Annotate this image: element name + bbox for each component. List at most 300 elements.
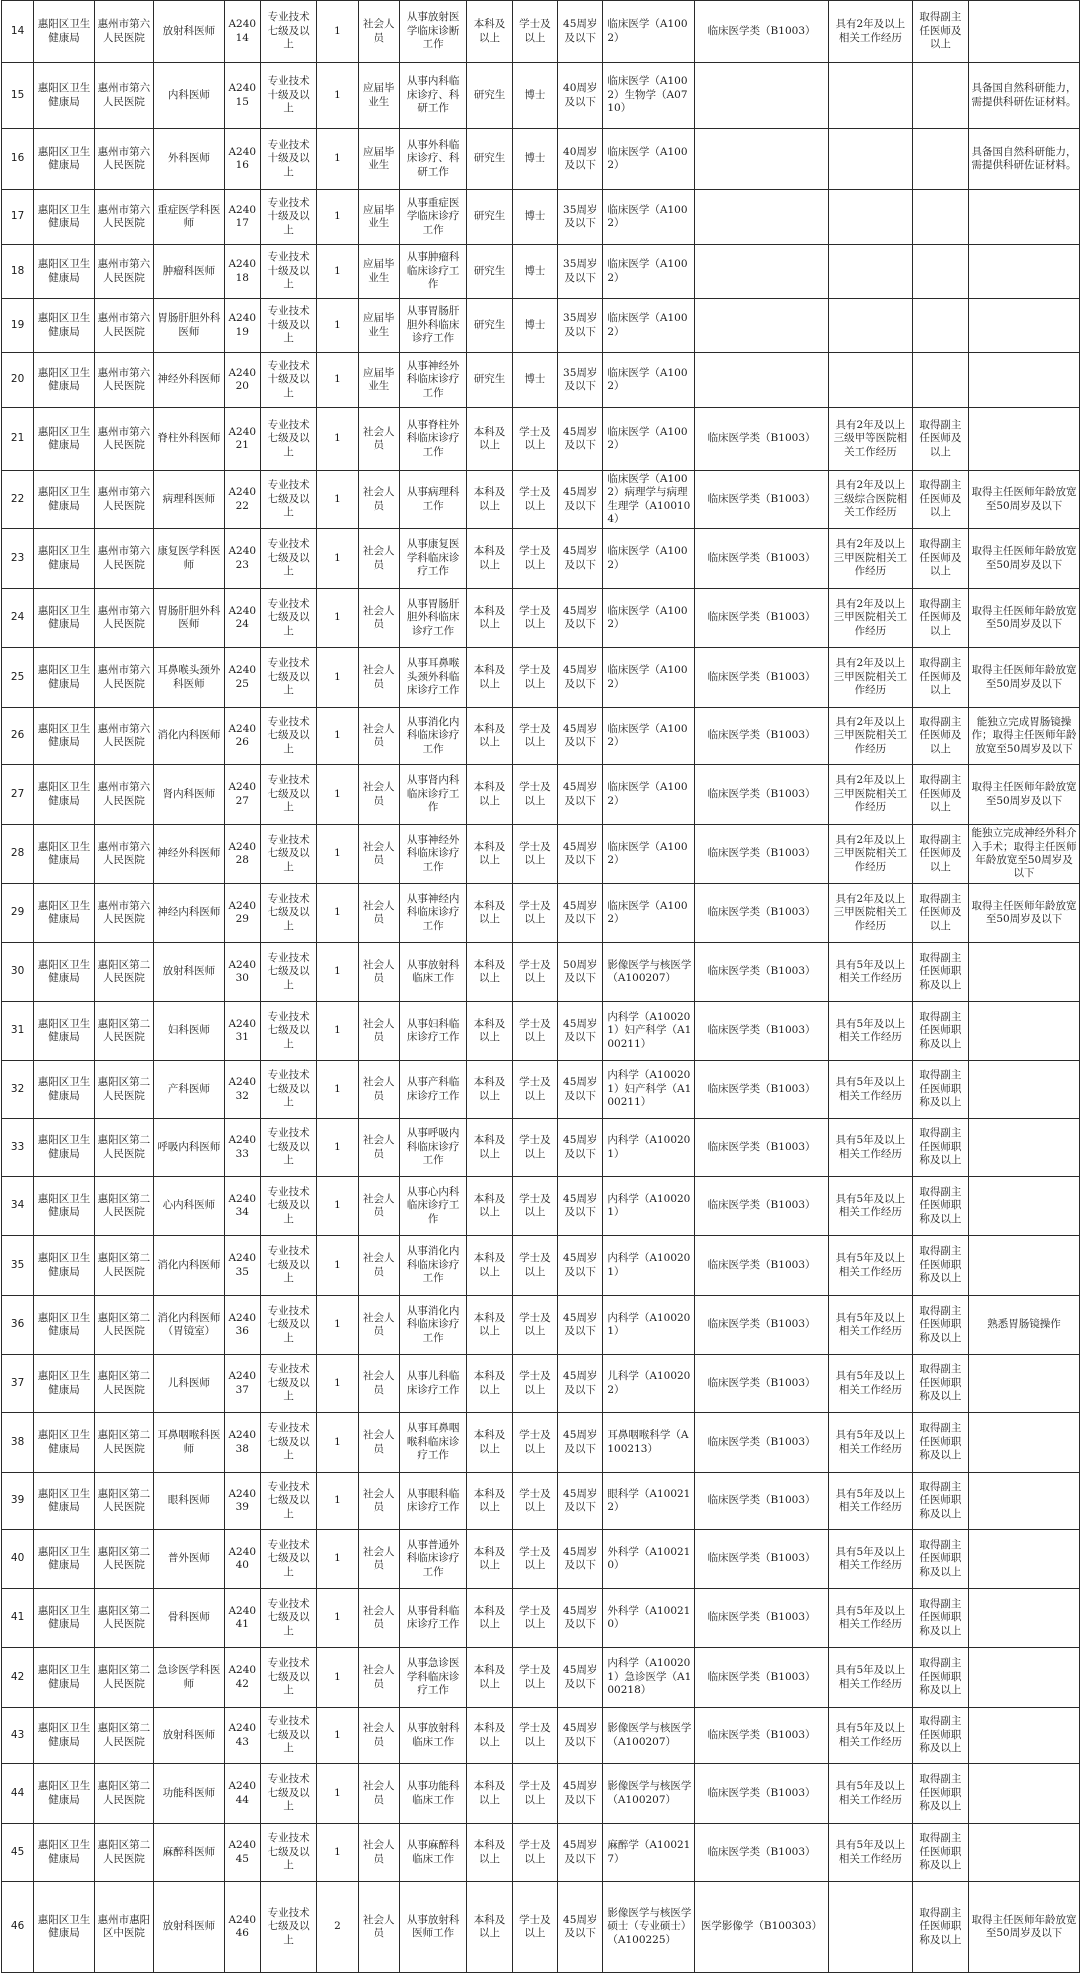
cell-major-undergraduate	[695, 299, 829, 353]
cell-age-limit: 45周岁及以下	[558, 884, 603, 943]
cell-position-code: A24041	[224, 1589, 260, 1648]
cell-age-limit: 45周岁及以下	[558, 1296, 603, 1355]
cell-candidate-type: 社会人员	[358, 1002, 399, 1061]
cell-remarks	[969, 408, 1080, 471]
cell-degree: 学士及以上	[512, 1177, 557, 1236]
cell-experience: 具有5年及以上相关工作经历	[829, 1413, 913, 1473]
cell-position-code: A24018	[224, 245, 260, 299]
cell-title-requirement: 取得副主任医师及以上	[912, 1, 968, 63]
cell-position-code: A24038	[224, 1413, 260, 1473]
cell-competent-dept: 惠阳区卫生健康局	[34, 1002, 94, 1061]
cell-position-code: A24016	[224, 129, 260, 190]
cell-education: 本科及以上	[467, 708, 512, 765]
cell-serial-no: 28	[2, 825, 34, 884]
cell-competent-dept: 惠阳区卫生健康局	[34, 884, 94, 943]
cell-competent-dept: 惠阳区卫生健康局	[34, 408, 94, 471]
cell-degree: 博士	[512, 353, 557, 408]
cell-competent-dept: 惠阳区卫生健康局	[34, 529, 94, 589]
cell-hiring-count: 1	[317, 1413, 358, 1473]
cell-job-description: 从事胃肠肝胆外科临床诊疗工作	[399, 589, 467, 648]
cell-degree: 博士	[512, 245, 557, 299]
table-row	[2, 1708, 1080, 1764]
cell-degree: 学士及以上	[512, 589, 557, 648]
cell-major-undergraduate: 临床医学类（B1003）	[695, 1413, 829, 1473]
cell-remarks	[969, 1002, 1080, 1061]
cell-serial-no: 45	[2, 1824, 34, 1882]
cell-title-requirement: 取得副主任医师职称及以上	[912, 1002, 968, 1061]
cell-position-name: 产科医师	[154, 1061, 225, 1119]
cell-position-code: A24022	[224, 471, 260, 529]
cell-experience: 具有2年及以上三级综合医院相关工作经历	[829, 471, 913, 529]
cell-hiring-count: 1	[317, 1473, 358, 1530]
cell-major-postgraduate: 临床医学（A1002）	[603, 1, 695, 63]
cell-hiring-count: 1	[317, 589, 358, 648]
table-row	[2, 1764, 1080, 1824]
cell-position-code: A24045	[224, 1824, 260, 1882]
cell-candidate-type: 社会人员	[358, 1764, 399, 1824]
cell-serial-no: 39	[2, 1473, 34, 1530]
cell-serial-no: 36	[2, 1296, 34, 1355]
cell-candidate-type: 应届毕业生	[358, 63, 399, 129]
cell-age-limit: 45周岁及以下	[558, 471, 603, 529]
cell-degree: 博士	[512, 63, 557, 129]
cell-position-name: 急诊医学科医师	[154, 1648, 225, 1708]
cell-hiring-unit: 惠阳区第二人民医院	[94, 1473, 153, 1530]
cell-major-postgraduate: 临床医学（A1002）	[603, 299, 695, 353]
cell-position-code: A24015	[224, 63, 260, 129]
cell-major-undergraduate: 医学影像学（B100303）	[695, 1882, 829, 1973]
cell-title-requirement: 取得副主任医师及以上	[912, 708, 968, 765]
cell-major-postgraduate: 麻醉学（A100217）	[603, 1824, 695, 1882]
cell-position-code: A24030	[224, 943, 260, 1002]
table-row	[2, 1413, 1080, 1473]
cell-position-name: 耳鼻咽喉科医师	[154, 1413, 225, 1473]
cell-position-grade: 专业技术七级及以上	[260, 1764, 316, 1824]
cell-experience: 具有5年及以上相关工作经历	[829, 1002, 913, 1061]
cell-position-code: A24023	[224, 529, 260, 589]
cell-education: 本科及以上	[467, 408, 512, 471]
cell-competent-dept: 惠阳区卫生健康局	[34, 129, 94, 190]
cell-education: 研究生	[467, 245, 512, 299]
cell-education: 本科及以上	[467, 529, 512, 589]
cell-hiring-unit: 惠州市第六人民医院	[94, 765, 153, 825]
cell-position-grade: 专业技术七级及以上	[260, 648, 316, 708]
cell-hiring-count: 1	[317, 765, 358, 825]
cell-serial-no: 29	[2, 884, 34, 943]
cell-hiring-unit: 惠州市第六人民医院	[94, 408, 153, 471]
cell-degree: 学士及以上	[512, 1530, 557, 1589]
cell-age-limit: 45周岁及以下	[558, 1355, 603, 1413]
cell-degree: 学士及以上	[512, 1708, 557, 1764]
cell-age-limit: 40周岁及以下	[558, 129, 603, 190]
cell-competent-dept: 惠阳区卫生健康局	[34, 190, 94, 245]
cell-title-requirement: 取得副主任医师及以上	[912, 884, 968, 943]
table-row	[2, 1002, 1080, 1061]
cell-position-grade: 专业技术七级及以上	[260, 1648, 316, 1708]
cell-hiring-unit: 惠阳区第二人民医院	[94, 1648, 153, 1708]
cell-candidate-type: 应届毕业生	[358, 299, 399, 353]
cell-remarks: 取得主任医师年龄放宽至50周岁及以下	[969, 589, 1080, 648]
cell-hiring-unit: 惠州市第六人民医院	[94, 884, 153, 943]
cell-position-name: 康复医学科医师	[154, 529, 225, 589]
cell-experience: 具有5年及以上相关工作经历	[829, 1708, 913, 1764]
cell-degree: 博士	[512, 129, 557, 190]
cell-competent-dept: 惠阳区卫生健康局	[34, 1177, 94, 1236]
cell-education: 本科及以上	[467, 1119, 512, 1177]
cell-competent-dept: 惠阳区卫生健康局	[34, 1648, 94, 1708]
cell-age-limit: 45周岁及以下	[558, 1236, 603, 1296]
cell-position-name: 功能科医师	[154, 1764, 225, 1824]
cell-age-limit: 45周岁及以下	[558, 708, 603, 765]
cell-education: 本科及以上	[467, 884, 512, 943]
cell-hiring-count: 1	[317, 471, 358, 529]
cell-position-name: 神经外科医师	[154, 825, 225, 884]
cell-degree: 学士及以上	[512, 1236, 557, 1296]
cell-job-description: 从事肾内科临床诊疗工作	[399, 765, 467, 825]
cell-age-limit: 45周岁及以下	[558, 765, 603, 825]
cell-position-code: A24020	[224, 353, 260, 408]
cell-hiring-count: 2	[317, 1882, 358, 1973]
cell-title-requirement	[912, 299, 968, 353]
table-row	[2, 943, 1080, 1002]
cell-age-limit: 45周岁及以下	[558, 1589, 603, 1648]
cell-candidate-type: 社会人员	[358, 765, 399, 825]
cell-hiring-count: 1	[317, 648, 358, 708]
cell-age-limit: 40周岁及以下	[558, 63, 603, 129]
cell-major-undergraduate: 临床医学类（B1003）	[695, 1589, 829, 1648]
cell-candidate-type: 社会人员	[358, 1882, 399, 1973]
cell-position-grade: 专业技术七级及以上	[260, 408, 316, 471]
cell-degree: 学士及以上	[512, 529, 557, 589]
cell-education: 本科及以上	[467, 1589, 512, 1648]
cell-serial-no: 14	[2, 1, 34, 63]
cell-hiring-unit: 惠阳区第二人民医院	[94, 1061, 153, 1119]
cell-hiring-unit: 惠阳区第二人民医院	[94, 1119, 153, 1177]
cell-degree: 学士及以上	[512, 1355, 557, 1413]
cell-position-name: 消化内科医师（胃镜室）	[154, 1296, 225, 1355]
cell-major-postgraduate: 内科学（A100201）急诊医学（A100218）	[603, 1648, 695, 1708]
cell-competent-dept: 惠阳区卫生健康局	[34, 245, 94, 299]
cell-title-requirement: 取得副主任医师职称及以上	[912, 1236, 968, 1296]
cell-candidate-type: 应届毕业生	[358, 245, 399, 299]
cell-competent-dept: 惠阳区卫生健康局	[34, 825, 94, 884]
cell-position-name: 肿瘤科医师	[154, 245, 225, 299]
cell-competent-dept: 惠阳区卫生健康局	[34, 1764, 94, 1824]
cell-job-description: 从事消化内科临床诊疗工作	[399, 1236, 467, 1296]
cell-age-limit: 45周岁及以下	[558, 1002, 603, 1061]
cell-serial-no: 31	[2, 1002, 34, 1061]
table-row	[2, 529, 1080, 589]
cell-experience: 具有5年及以上相关工作经历	[829, 1648, 913, 1708]
cell-major-undergraduate	[695, 63, 829, 129]
cell-hiring-count: 1	[317, 943, 358, 1002]
cell-experience: 具有5年及以上相关工作经历	[829, 1764, 913, 1824]
cell-experience: 具有2年及以上三甲医院相关工作经历	[829, 884, 913, 943]
cell-remarks: 取得主任医师年龄放宽至50周岁及以下	[969, 648, 1080, 708]
cell-position-name: 眼科医师	[154, 1473, 225, 1530]
cell-major-postgraduate: 临床医学（A1002）	[603, 825, 695, 884]
cell-serial-no: 21	[2, 408, 34, 471]
cell-remarks	[969, 1, 1080, 63]
cell-serial-no: 20	[2, 353, 34, 408]
cell-job-description: 从事消化内科临床诊疗工作	[399, 708, 467, 765]
cell-position-grade: 专业技术七级及以上	[260, 1589, 316, 1648]
cell-education: 研究生	[467, 299, 512, 353]
cell-position-code: A24024	[224, 589, 260, 648]
cell-position-grade: 专业技术七级及以上	[260, 1882, 316, 1973]
cell-education: 研究生	[467, 129, 512, 190]
cell-experience	[829, 190, 913, 245]
cell-education: 本科及以上	[467, 943, 512, 1002]
table-row	[2, 299, 1080, 353]
cell-candidate-type: 社会人员	[358, 408, 399, 471]
cell-experience: 具有2年及以上三甲医院相关工作经历	[829, 529, 913, 589]
cell-degree: 学士及以上	[512, 1764, 557, 1824]
table-row	[2, 1, 1080, 63]
cell-degree: 学士及以上	[512, 765, 557, 825]
cell-degree: 学士及以上	[512, 1413, 557, 1473]
cell-education: 本科及以上	[467, 1296, 512, 1355]
cell-job-description: 从事儿科临床诊疗工作	[399, 1355, 467, 1413]
cell-major-postgraduate: 耳鼻咽喉科学（A100213）	[603, 1413, 695, 1473]
cell-title-requirement: 取得副主任医师及以上	[912, 825, 968, 884]
cell-serial-no: 25	[2, 648, 34, 708]
cell-job-description: 从事放射科医师工作	[399, 1882, 467, 1973]
cell-serial-no: 40	[2, 1530, 34, 1589]
cell-job-description: 从事胃肠肝胆外科临床诊疗工作	[399, 299, 467, 353]
cell-serial-no: 15	[2, 63, 34, 129]
cell-education: 本科及以上	[467, 1002, 512, 1061]
cell-competent-dept: 惠阳区卫生健康局	[34, 1061, 94, 1119]
cell-major-postgraduate: 临床医学（A1002）	[603, 190, 695, 245]
table-row	[2, 1648, 1080, 1708]
cell-age-limit: 45周岁及以下	[558, 648, 603, 708]
cell-major-postgraduate: 临床医学（A1002）	[603, 408, 695, 471]
cell-remarks: 具备国自然科研能力，需提供科研佐证材料。	[969, 63, 1080, 129]
cell-position-grade: 专业技术十级及以上	[260, 245, 316, 299]
cell-degree: 学士及以上	[512, 825, 557, 884]
cell-position-name: 胃肠肝胆外科医师	[154, 589, 225, 648]
cell-serial-no: 26	[2, 708, 34, 765]
cell-experience: 具有2年及以上三甲医院相关工作经历	[829, 648, 913, 708]
cell-hiring-unit: 惠阳区第二人民医院	[94, 1530, 153, 1589]
cell-experience: 具有2年及以上三甲医院相关工作经历	[829, 708, 913, 765]
cell-competent-dept: 惠阳区卫生健康局	[34, 765, 94, 825]
cell-major-undergraduate: 临床医学类（B1003）	[695, 529, 829, 589]
table-row	[2, 471, 1080, 529]
cell-age-limit: 45周岁及以下	[558, 1708, 603, 1764]
cell-degree: 学士及以上	[512, 1473, 557, 1530]
cell-major-postgraduate: 临床医学（A1002）	[603, 589, 695, 648]
cell-hiring-count: 1	[317, 708, 358, 765]
cell-serial-no: 38	[2, 1413, 34, 1473]
cell-age-limit: 45周岁及以下	[558, 1473, 603, 1530]
cell-hiring-unit: 惠阳区第二人民医院	[94, 1589, 153, 1648]
cell-education: 研究生	[467, 353, 512, 408]
cell-major-postgraduate: 临床医学（A1002）生物学（A0710）	[603, 63, 695, 129]
cell-candidate-type: 社会人员	[358, 708, 399, 765]
cell-title-requirement: 取得副主任医师职称及以上	[912, 1882, 968, 1973]
cell-position-code: A24043	[224, 1708, 260, 1764]
cell-position-grade: 专业技术十级及以上	[260, 63, 316, 129]
cell-candidate-type: 社会人员	[358, 471, 399, 529]
cell-title-requirement: 取得副主任医师职称及以上	[912, 943, 968, 1002]
cell-hiring-unit: 惠州市惠阳区中医院	[94, 1882, 153, 1973]
cell-candidate-type: 社会人员	[358, 1708, 399, 1764]
cell-position-code: A24029	[224, 884, 260, 943]
cell-title-requirement: 取得副主任医师职称及以上	[912, 1413, 968, 1473]
cell-major-postgraduate: 影像医学与核医学（A100207）	[603, 943, 695, 1002]
cell-position-name: 呼吸内科医师	[154, 1119, 225, 1177]
cell-candidate-type: 应届毕业生	[358, 190, 399, 245]
table-row	[2, 1177, 1080, 1236]
cell-position-grade: 专业技术七级及以上	[260, 943, 316, 1002]
cell-age-limit: 45周岁及以下	[558, 529, 603, 589]
cell-degree: 学士及以上	[512, 1119, 557, 1177]
cell-title-requirement	[912, 63, 968, 129]
cell-experience: 具有5年及以上相关工作经历	[829, 1355, 913, 1413]
cell-candidate-type: 应届毕业生	[358, 129, 399, 190]
cell-competent-dept: 惠阳区卫生健康局	[34, 1882, 94, 1973]
cell-position-grade: 专业技术七级及以上	[260, 1824, 316, 1882]
table-row	[2, 765, 1080, 825]
cell-major-undergraduate: 临床医学类（B1003）	[695, 1002, 829, 1061]
cell-job-description: 从事消化内科临床诊疗工作	[399, 1296, 467, 1355]
cell-hiring-unit: 惠阳区第二人民医院	[94, 1764, 153, 1824]
cell-age-limit: 45周岁及以下	[558, 1061, 603, 1119]
cell-hiring-unit: 惠阳区第二人民医院	[94, 1177, 153, 1236]
cell-education: 研究生	[467, 190, 512, 245]
cell-position-code: A24039	[224, 1473, 260, 1530]
cell-major-postgraduate: 外科学（A100210）	[603, 1530, 695, 1589]
cell-major-postgraduate: 内科学（A100201）	[603, 1236, 695, 1296]
cell-experience: 具有5年及以上相关工作经历	[829, 1473, 913, 1530]
cell-age-limit: 45周岁及以下	[558, 1882, 603, 1973]
cell-job-description: 从事放射科临床工作	[399, 1708, 467, 1764]
cell-major-undergraduate: 临床医学类（B1003）	[695, 1824, 829, 1882]
cell-position-code: A24021	[224, 408, 260, 471]
cell-competent-dept: 惠阳区卫生健康局	[34, 943, 94, 1002]
cell-hiring-unit: 惠阳区第二人民医院	[94, 1824, 153, 1882]
cell-age-limit: 35周岁及以下	[558, 190, 603, 245]
cell-hiring-unit: 惠州市第六人民医院	[94, 471, 153, 529]
cell-hiring-count: 1	[317, 1296, 358, 1355]
cell-position-name: 骨科医师	[154, 1589, 225, 1648]
cell-job-description: 从事心内科临床诊疗工作	[399, 1177, 467, 1236]
table-row	[2, 1530, 1080, 1589]
cell-position-name: 神经内科医师	[154, 884, 225, 943]
cell-candidate-type: 社会人员	[358, 648, 399, 708]
cell-position-name: 肾内科医师	[154, 765, 225, 825]
cell-major-undergraduate: 临床医学类（B1003）	[695, 765, 829, 825]
cell-hiring-count: 1	[317, 1236, 358, 1296]
table-row	[2, 190, 1080, 245]
cell-education: 本科及以上	[467, 471, 512, 529]
cell-education: 本科及以上	[467, 1, 512, 63]
cell-education: 本科及以上	[467, 765, 512, 825]
cell-position-code: A24025	[224, 648, 260, 708]
cell-experience: 具有2年及以上相关工作经历	[829, 1, 913, 63]
cell-major-postgraduate: 临床医学（A1002）	[603, 708, 695, 765]
cell-position-code: A24035	[224, 1236, 260, 1296]
cell-hiring-count: 1	[317, 1002, 358, 1061]
cell-position-code: A24042	[224, 1648, 260, 1708]
cell-age-limit: 45周岁及以下	[558, 589, 603, 648]
cell-title-requirement: 取得副主任医师职称及以上	[912, 1473, 968, 1530]
table-row	[2, 1824, 1080, 1882]
cell-age-limit: 35周岁及以下	[558, 353, 603, 408]
cell-remarks	[969, 245, 1080, 299]
cell-degree: 学士及以上	[512, 408, 557, 471]
cell-candidate-type: 社会人员	[358, 1473, 399, 1530]
cell-job-description: 从事重症医学临床诊疗工作	[399, 190, 467, 245]
cell-position-code: A24026	[224, 708, 260, 765]
cell-position-name: 放射科医师	[154, 1, 225, 63]
cell-position-grade: 专业技术七级及以上	[260, 765, 316, 825]
cell-major-postgraduate: 内科学（A100201）妇产科学（A100211）	[603, 1061, 695, 1119]
cell-position-code: A24034	[224, 1177, 260, 1236]
cell-major-postgraduate: 临床医学（A1002）	[603, 245, 695, 299]
cell-serial-no: 18	[2, 245, 34, 299]
cell-title-requirement: 取得副主任医师及以上	[912, 589, 968, 648]
cell-major-undergraduate	[695, 129, 829, 190]
cell-hiring-count: 1	[317, 1061, 358, 1119]
cell-position-name: 放射科医师	[154, 1882, 225, 1973]
cell-major-undergraduate: 临床医学类（B1003）	[695, 1061, 829, 1119]
cell-hiring-count: 1	[317, 529, 358, 589]
cell-title-requirement: 取得副主任医师及以上	[912, 471, 968, 529]
cell-job-description: 从事病理科工作	[399, 471, 467, 529]
cell-position-code: A24027	[224, 765, 260, 825]
cell-age-limit: 45周岁及以下	[558, 408, 603, 471]
cell-job-description: 从事神经外科临床诊疗工作	[399, 353, 467, 408]
cell-position-code: A24033	[224, 1119, 260, 1177]
table-row	[2, 1355, 1080, 1413]
cell-position-grade: 专业技术七级及以上	[260, 825, 316, 884]
cell-competent-dept: 惠阳区卫生健康局	[34, 648, 94, 708]
cell-position-name: 麻醉科医师	[154, 1824, 225, 1882]
table-row	[2, 63, 1080, 129]
cell-position-name: 重症医学科医师	[154, 190, 225, 245]
cell-hiring-count: 1	[317, 1708, 358, 1764]
cell-position-grade: 专业技术七级及以上	[260, 708, 316, 765]
cell-major-postgraduate: 临床医学（A1002）病理学与病理生理学（A100104）	[603, 471, 695, 529]
cell-hiring-count: 1	[317, 245, 358, 299]
cell-age-limit: 45周岁及以下	[558, 1648, 603, 1708]
cell-position-grade: 专业技术七级及以上	[260, 471, 316, 529]
table-row	[2, 1119, 1080, 1177]
cell-candidate-type: 社会人员	[358, 1589, 399, 1648]
cell-serial-no: 37	[2, 1355, 34, 1413]
cell-degree: 学士及以上	[512, 708, 557, 765]
cell-experience: 具有5年及以上相关工作经历	[829, 1530, 913, 1589]
cell-job-description: 从事放射医学临床诊断工作	[399, 1, 467, 63]
cell-remarks	[969, 1236, 1080, 1296]
cell-major-postgraduate: 内科学（A100201）妇产科学（A100211）	[603, 1002, 695, 1061]
cell-position-grade: 专业技术七级及以上	[260, 1, 316, 63]
cell-hiring-unit: 惠阳区第二人民医院	[94, 1236, 153, 1296]
table-row	[2, 408, 1080, 471]
cell-position-name: 消化内科医师	[154, 1236, 225, 1296]
table-row	[2, 129, 1080, 190]
cell-major-postgraduate: 眼科学（A100212）	[603, 1473, 695, 1530]
cell-position-code: A24032	[224, 1061, 260, 1119]
cell-position-code: A24040	[224, 1530, 260, 1589]
cell-experience: 具有5年及以上相关工作经历	[829, 1824, 913, 1882]
cell-title-requirement	[912, 353, 968, 408]
cell-education: 本科及以上	[467, 648, 512, 708]
cell-job-description: 从事耳鼻咽喉科临床诊疗工作	[399, 1413, 467, 1473]
